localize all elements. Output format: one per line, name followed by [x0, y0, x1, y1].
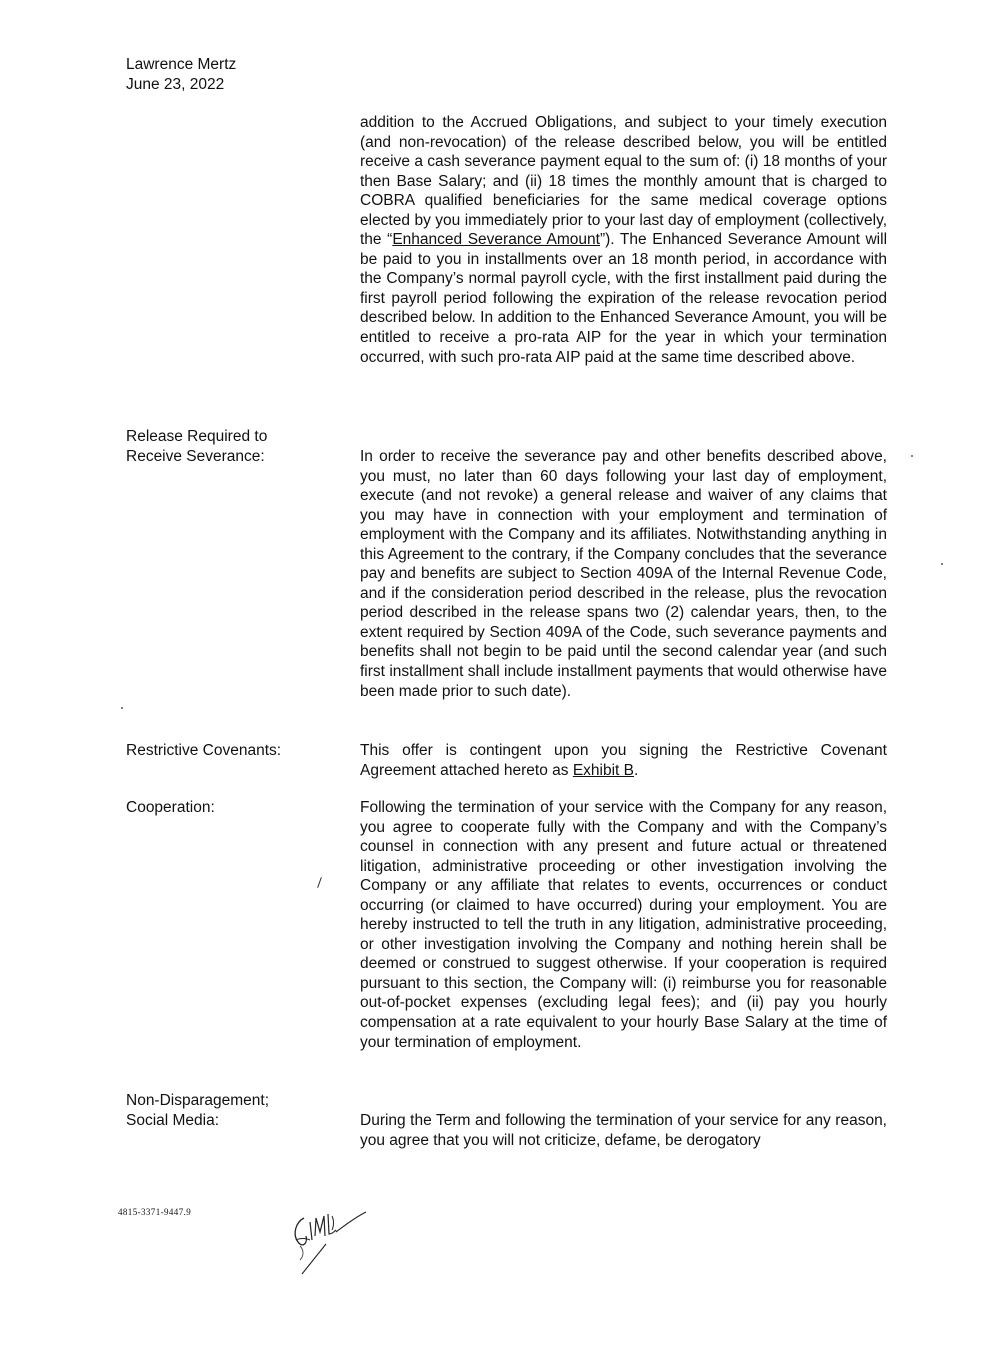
release-section-label	[126, 427, 267, 467]
scan-speck	[121, 707, 123, 709]
non-disparagement-paragraph: During the Term and following the termination of your service for any reason, you agree that you will not criticize, defame, be derogatory	[360, 1112, 887, 1149]
severance-text-before: addition to the Accrued Obligations, and subject to your timely execution (and non-revocation) of the release described below, you will be entitled receive a cash severance payment equal to the sum of: (i) 18 months of your then Base Salary; and (ii) 18 times the monthly amount that is charged to COBRA qualified beneficiaries for the same medical coverage options elected by you immediately prior to your last day of employment (collectively, the “	[360, 114, 887, 249]
scan-speck	[911, 455, 913, 457]
restrictive-covenants-label: Restrictive Covenants:	[126, 742, 282, 759]
release-paragraph: In order to receive the severance pay and other benefits described above, you must, no later than 60 days following your last day of employment, execute (and not revoke) a general release and waiver of any claims that you may have in connection with your employment and termination of employment with the Company and its affiliates. Notwithstanding anything in this Agreement to the contrary, if the Company concludes that the severance pay and benefits are subject to Section 409A of the Internal Revenue Code, and if the consideration period described in the release, plus the revocation period described in the release spans two (2) calendar years, then, to the extent required by Section 409A of the Code, such severance payments and benefits shall not begin to be paid until the second calendar year (and such first installment shall include installment payments that would otherwise have been made prior to such date).	[360, 448, 887, 700]
restrictive-covenants-paragraph	[360, 741, 887, 780]
letter-date: June 23, 2022	[126, 76, 225, 93]
non-disparagement-label-line1: Non-Disparagement;	[126, 1092, 270, 1109]
recipient-name: Lawrence Mertz	[126, 56, 237, 73]
enhanced-severance-amount-term: Enhanced Severance Amount	[392, 231, 600, 249]
restrictive-text-after: .	[634, 761, 639, 779]
non-disparagement-label-line2: Social Media:	[126, 1112, 220, 1129]
exhibit-b-reference: Exhibit B	[572, 761, 635, 779]
document-id: 4815-3371-9447.9	[118, 1207, 192, 1217]
scan-speck	[941, 563, 943, 565]
severance-continued-paragraph	[360, 113, 887, 367]
restrictive-text-before: This offer is contingent upon you signing the Restrictive Covenant Agreement attached hereto as	[360, 742, 887, 779]
cooperation-label: Cooperation:	[126, 799, 215, 816]
stray-pen-mark	[317, 877, 322, 888]
release-label-line1: Release Required to	[126, 428, 268, 445]
handwritten-initials-signature	[282, 1200, 372, 1280]
letter-header	[126, 55, 236, 95]
non-disparagement-label	[126, 1091, 269, 1131]
release-label-line2: Receive Severance:	[126, 448, 265, 465]
severance-text-after: ”). The Enhanced Severance Amount will be paid to you in installments over an 18 month period, in accordance with the Company’s normal payroll cycle, with the first installment paid during the first payroll period following the expiration of the release revocation period described below. In addition to the Enhanced Severance Amount, you will be entitled to receive a pro-rata AIP for the year in which your termination occurred, with such pro-rata AIP paid at the same time described above.	[360, 231, 888, 366]
cooperation-paragraph: Following the termination of your service with the Company for any reason, you agree to cooperate fully with the Company and with the Company’s counsel in connection with any present and future actual or threatened litigation, administrative proceeding or other investigation involving the Company or any affiliate that relates to events, occurrences or conduct occurring (or claimed to have occurred) during your employment. You are hereby instructed to tell the truth in any litigation, administrative proceeding, or other investigation involving the Company and nothing herein shall be deemed or construed to suggest otherwise. If your cooperation is required pursuant to this section, the Company will: (i) reimburse you for reasonable out-of-pocket expenses (excluding legal fees); and (ii) pay you hourly compensation at a rate equivalent to your hourly Base Salary at the time of your termination of employment.	[360, 799, 887, 1051]
